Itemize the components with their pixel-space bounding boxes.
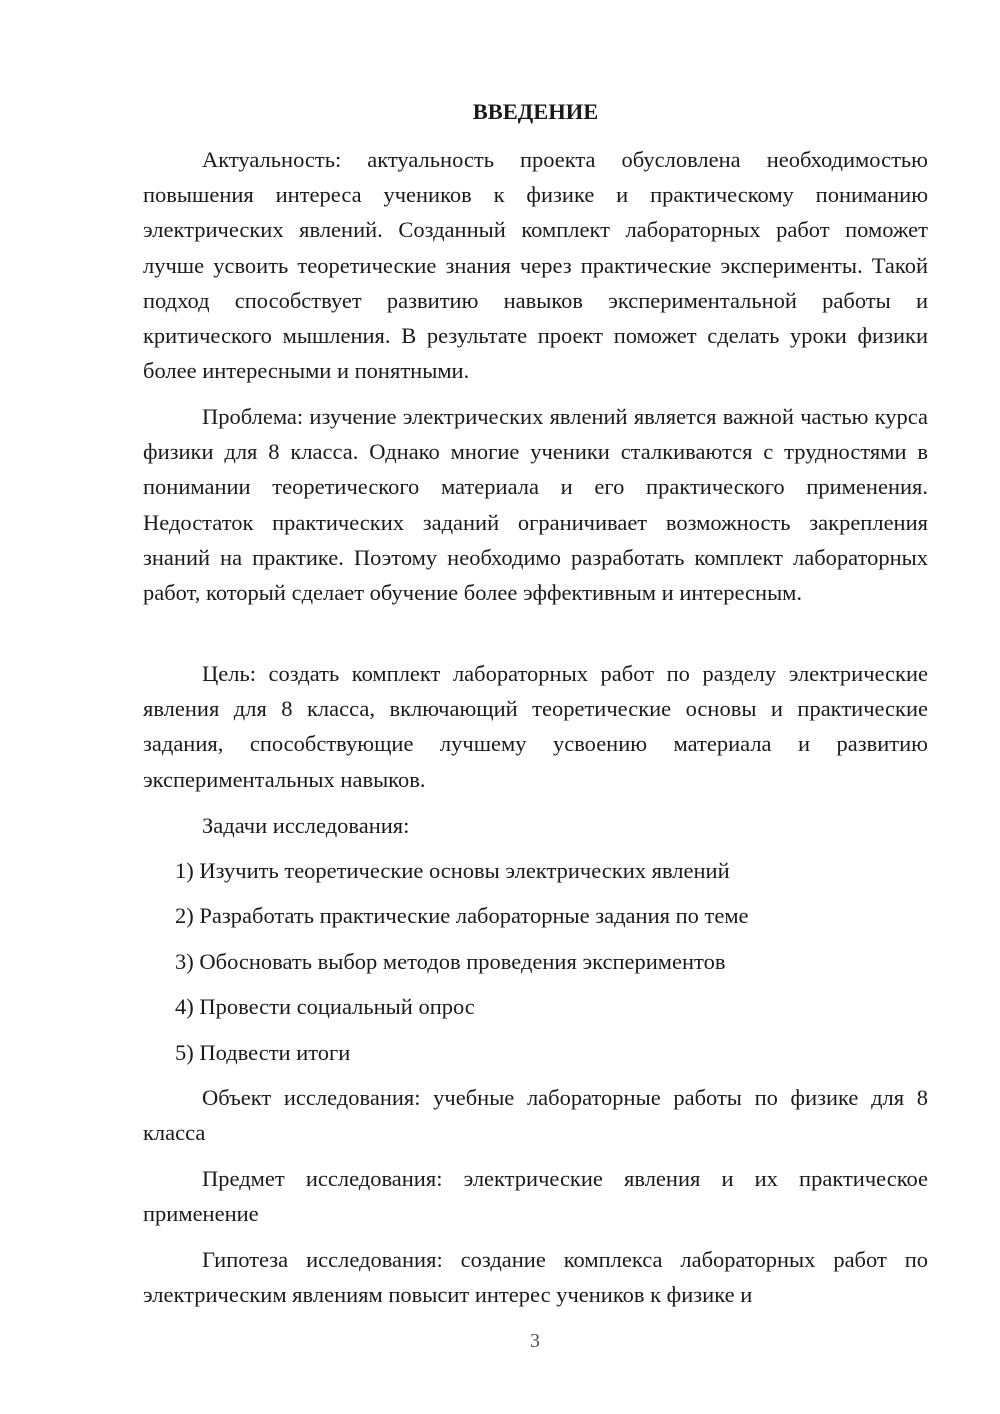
page-number: 3	[530, 1330, 540, 1352]
task-item-2: 2) Разработать практические лабораторные задания по теме	[175, 903, 749, 929]
tasks-list	[143, 853, 928, 1070]
relevance-paragraph: Актуальность: актуальность проекта обусловлена необходимостью повышения интереса учеников к физике и практическому пониманию электрических явлений. Созданный комплект лабораторных работ поможет лучше усвоить теоретические знания через практические эксперименты. Такой подход способствует развитию навыков экспериментальной работы и критического мышления. В результате проект поможет сделать уроки физики более интересными и понятными.	[143, 147, 928, 384]
subject-paragraph: Предмет исследования: электрические явления и их практическое применение	[143, 1166, 928, 1227]
task-item-4: 4) Провести социальный опрос	[175, 994, 475, 1020]
task-item-5: 5) Подвести итоги	[175, 1039, 351, 1065]
goal-paragraph: Цель: создать комплект лабораторных работ по разделу электрические явления для 8 класса, включающий теоретические основы и практические задания, способствующие лучшему усвоению материала и развитию экспериментальных навыков.	[143, 661, 928, 792]
task-item-3: 3) Обосновать выбор методов проведения экспериментов	[175, 948, 726, 974]
page-title: ВВЕДЕНИЕ	[472, 99, 599, 124]
tasks-heading: Задачи исследования:	[202, 813, 410, 838]
object-paragraph: Объект исследования: учебные лабораторные работы по физике для 8 класса	[143, 1085, 928, 1146]
hypothesis-paragraph: Гипотеза исследования: создание комплекса лабораторных работ по электрическим явлениям повысит интерес учеников к физике и	[143, 1247, 928, 1308]
problem-paragraph: Проблема: изучение электрических явлений является важной частью курса физики для 8 класса. Однако многие ученики сталкиваются с трудностями в понимании теоретического материала и его практического применения. Недостаток практических заданий ограничивает возможность закрепления знаний на практике. Поэтому необходимо разработать комплект лабораторных работ, который сделает обучение более эффективным и интересным.	[143, 404, 928, 606]
task-item-1: 1) Изучить теоретические основы электрических явлений	[175, 858, 730, 883]
